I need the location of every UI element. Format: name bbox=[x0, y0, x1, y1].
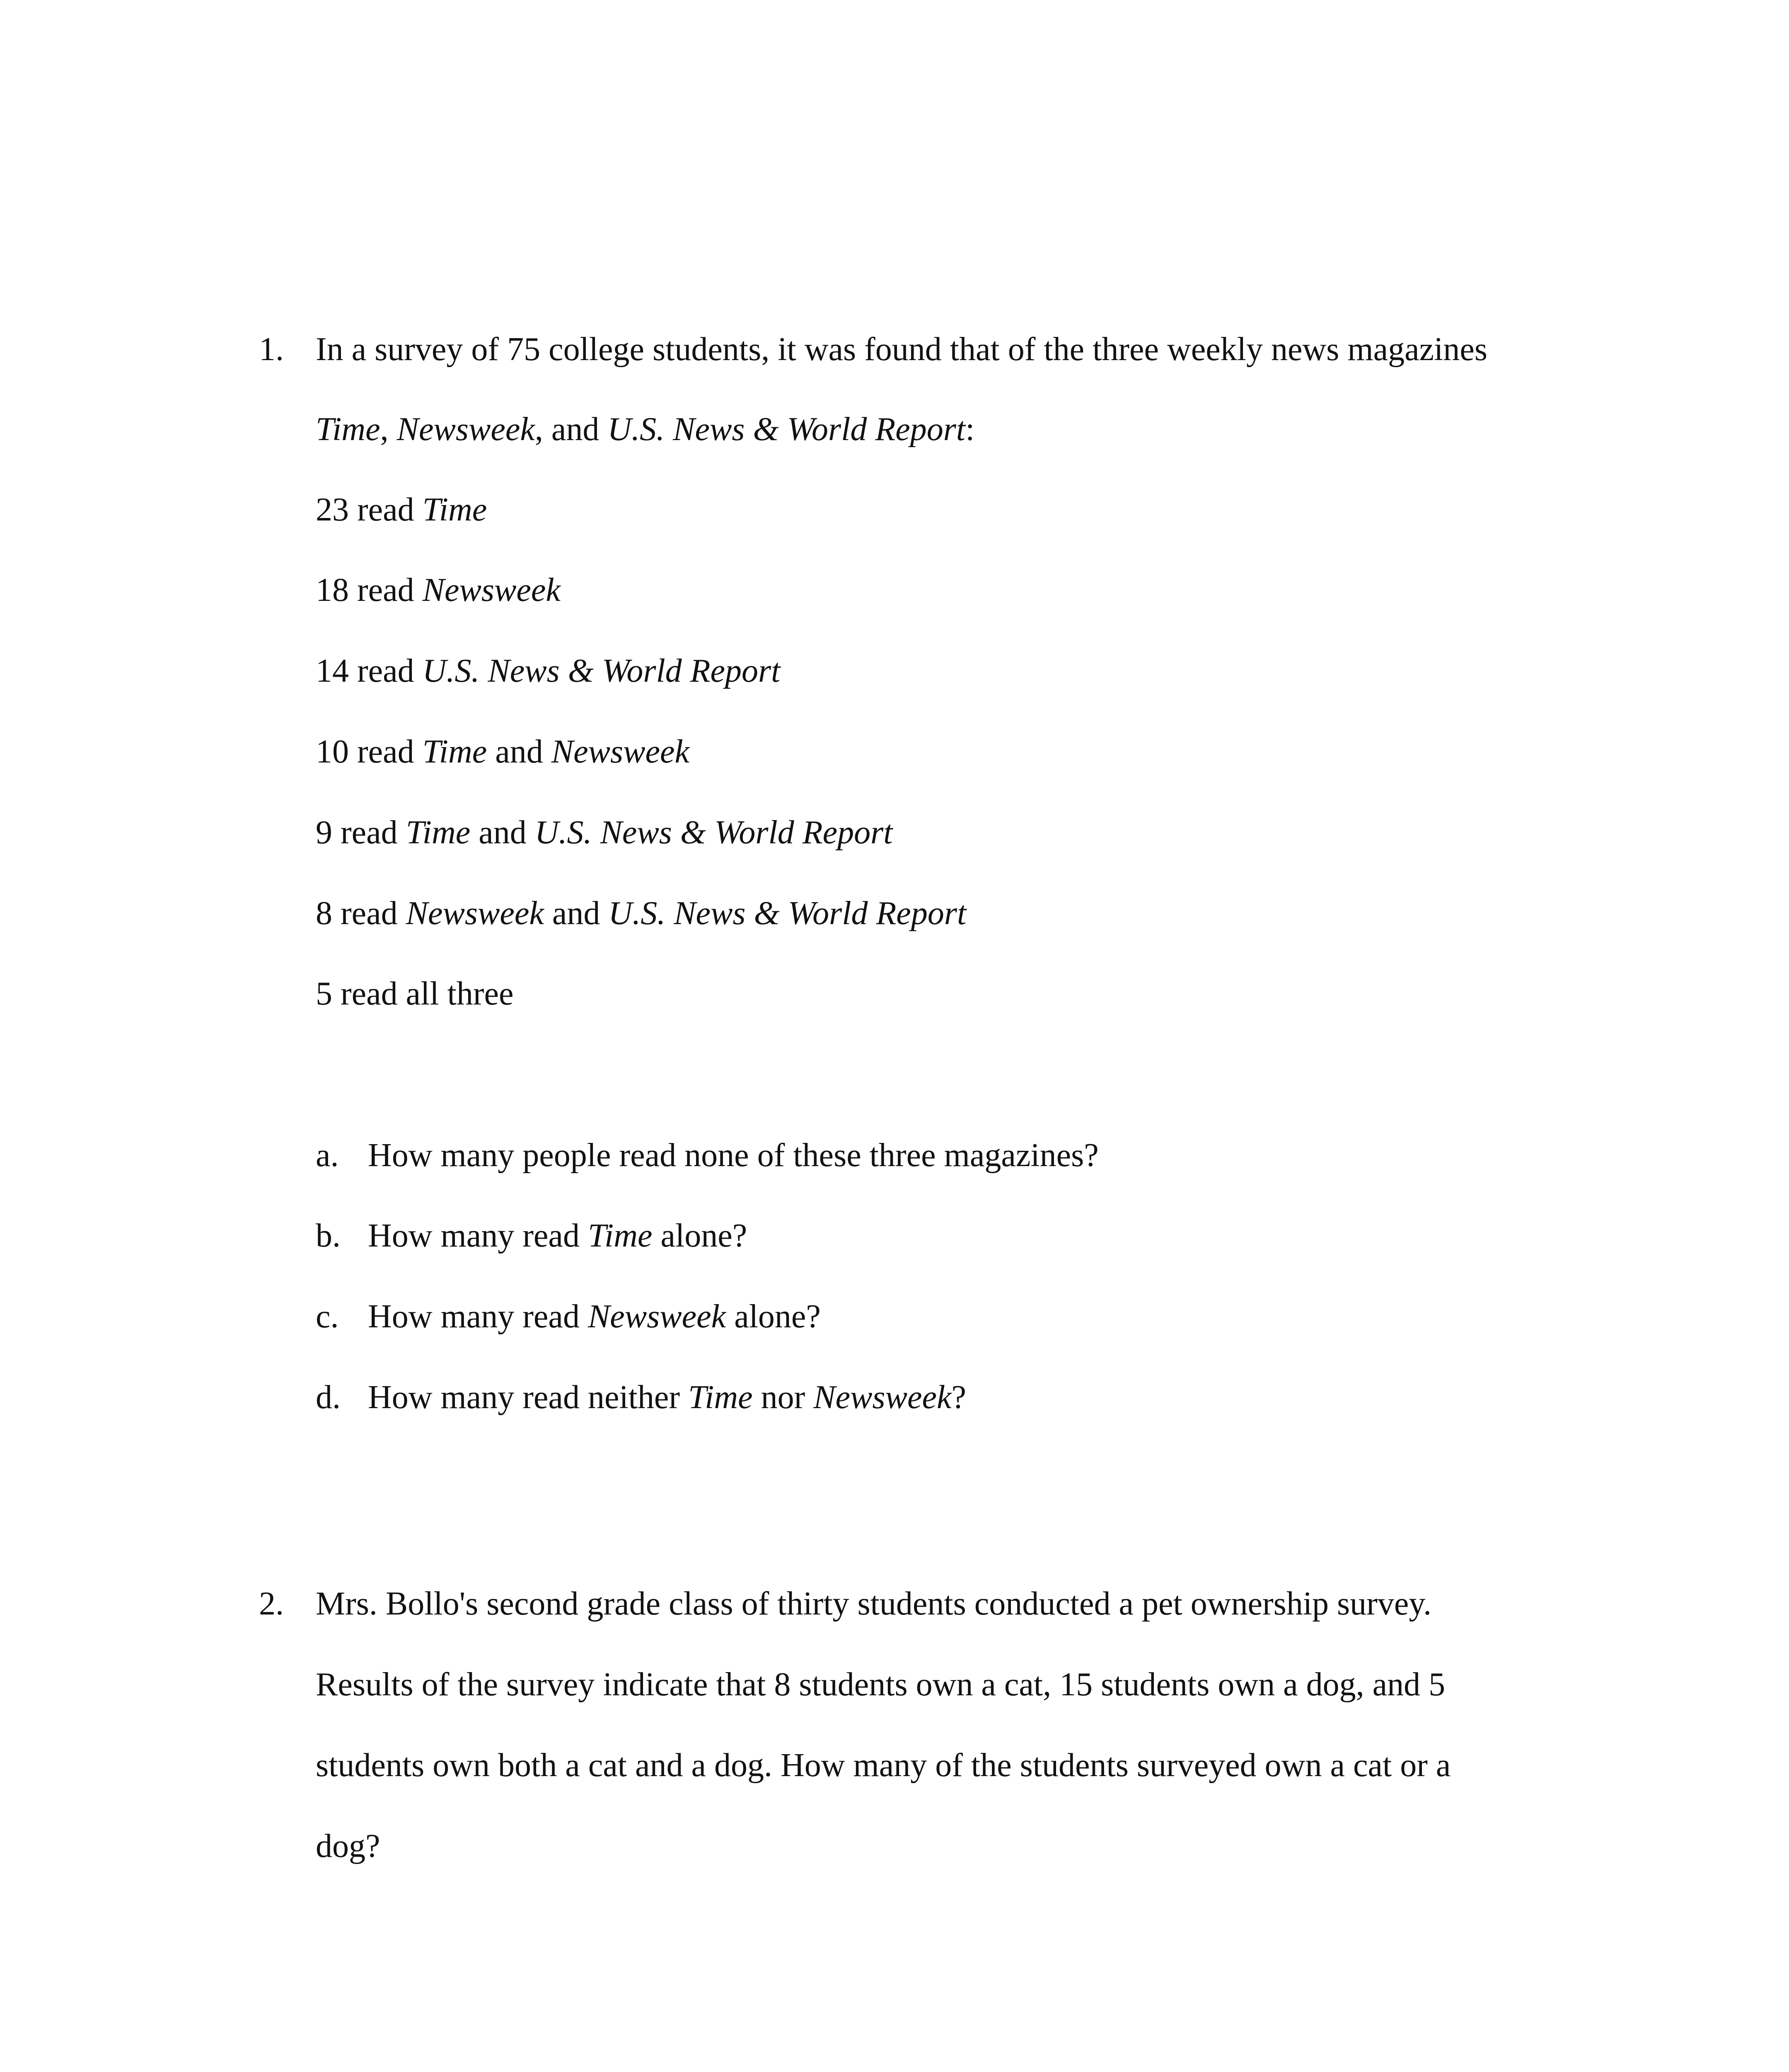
problem-2-line1: Mrs. Bollo's second grade class of thirty students conducted a pet ownership survey. bbox=[316, 1585, 1432, 1622]
question-b-label: b. bbox=[316, 1218, 341, 1254]
question-d-label: d. bbox=[316, 1379, 341, 1416]
fact-usnews: 14 read U.S. News & World Report bbox=[316, 653, 781, 689]
problem-2-line3: students own both a cat and a dog. How many of the students surveyed own a cat or a bbox=[316, 1747, 1451, 1784]
question-a-text: How many people read none of these three magazines? bbox=[368, 1137, 1099, 1174]
magazine-usnews: U.S. News & World Report bbox=[607, 411, 966, 448]
problem-2-line4: dog? bbox=[316, 1828, 380, 1864]
magazine-time: Time bbox=[316, 411, 380, 448]
fact-all-three: 5 read all three bbox=[316, 975, 514, 1012]
magazine-newsweek: Newsweek bbox=[396, 411, 535, 448]
problem-2-line2: Results of the survey indicate that 8 students own a cat, 15 students own a dog, and 5 bbox=[316, 1666, 1446, 1703]
fact-newsweek: 18 read Newsweek bbox=[316, 572, 561, 608]
problem-1-number: 1. bbox=[259, 331, 284, 368]
problem-1-intro-line1: In a survey of 75 college students, it was found that of the three weekly news magazines bbox=[316, 331, 1488, 368]
problem-2-number: 2. bbox=[259, 1585, 284, 1622]
fact-newsweek-usnews: 8 read Newsweek and U.S. News & World Report bbox=[316, 895, 967, 932]
fact-time-newsweek: 10 read Time and Newsweek bbox=[316, 733, 690, 770]
question-c-text: How many read Newsweek alone? bbox=[368, 1298, 821, 1335]
question-d-text: How many read neither Time nor Newsweek? bbox=[368, 1379, 967, 1416]
question-b-text: How many read Time alone? bbox=[368, 1218, 747, 1254]
question-c-label: c. bbox=[316, 1298, 339, 1335]
fact-time: 23 read Time bbox=[316, 491, 487, 528]
question-a-label: a. bbox=[316, 1137, 339, 1174]
problem-1-intro-line2: Time, Newsweek, and U.S. News & World Report: bbox=[316, 411, 975, 448]
fact-time-usnews: 9 read Time and U.S. News & World Report bbox=[316, 814, 893, 851]
